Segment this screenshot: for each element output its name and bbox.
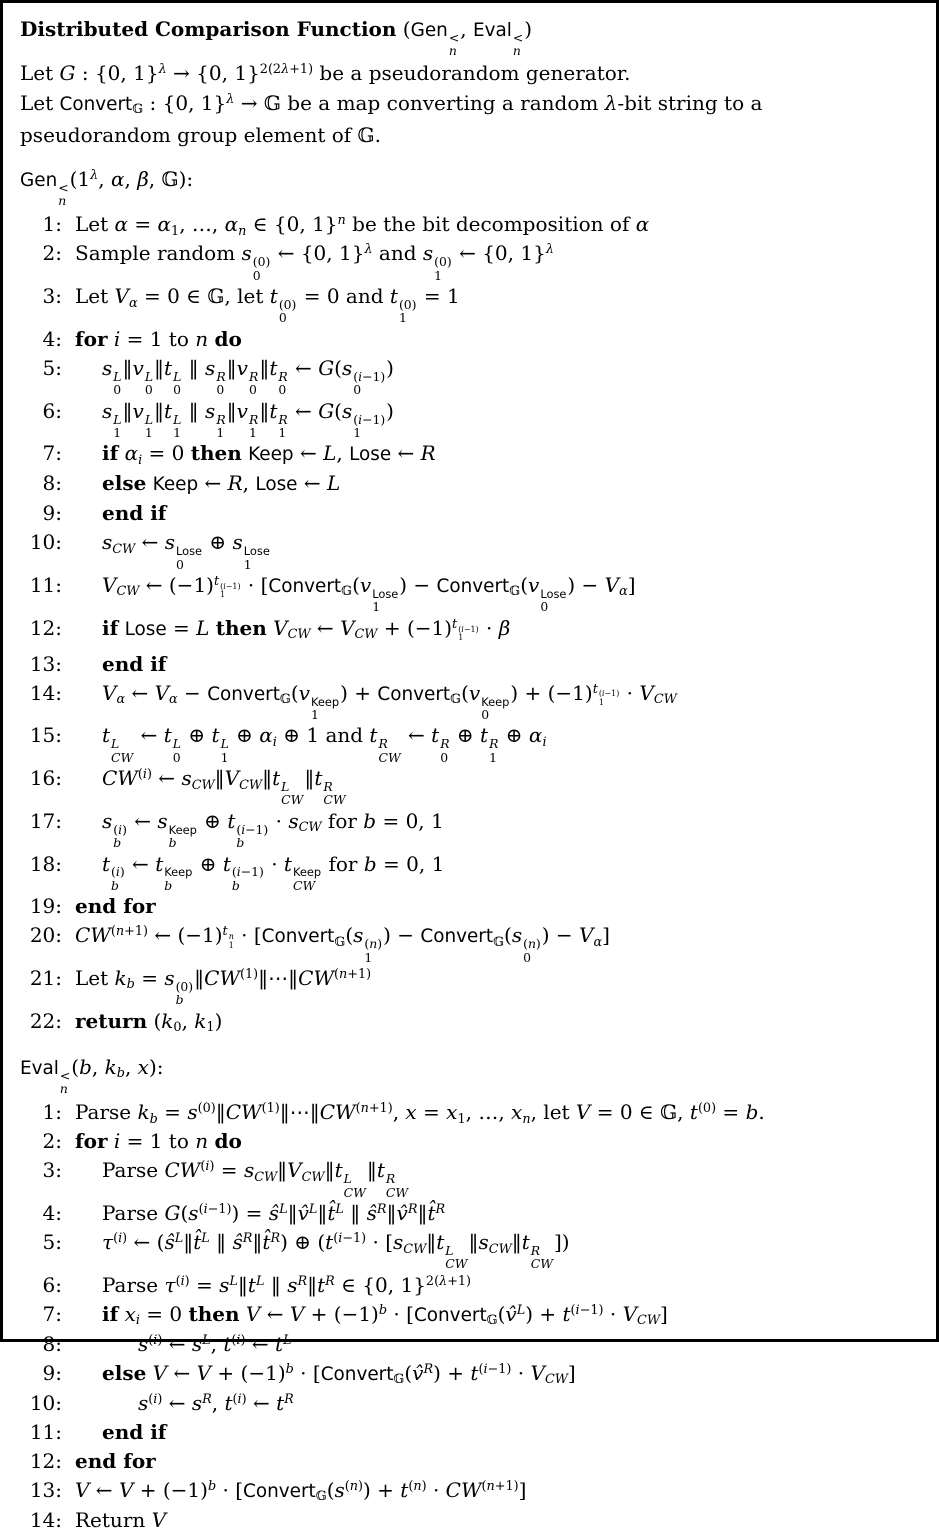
line-content: $\tau^{(i)}$ ← ($ŝ^L‖t̂^L$ ‖ $ŝ^R‖t̂^R$) ⊕ ($t^{(i-1)}$ · [$s_{CW}‖t$ L CW $‖s_{CW}‖t$ R CW ]) bbox=[102, 1230, 570, 1272]
gen-procedure bbox=[20, 164, 920, 1036]
line-number: 6: bbox=[42, 398, 62, 423]
line-number: 11: bbox=[29, 1419, 62, 1444]
line-number: 14: bbox=[29, 680, 62, 705]
line-number: 4: bbox=[42, 326, 62, 351]
code-line bbox=[20, 1007, 920, 1036]
line-number: 2: bbox=[42, 241, 62, 266]
line-number: 12: bbox=[29, 1448, 62, 1473]
code-line bbox=[20, 721, 920, 764]
line-content: $s_{CW}$ ← s Lose 0 ⊕ s Lose 1 bbox=[102, 530, 270, 572]
code-line bbox=[20, 807, 920, 850]
line-content: t (i) b ← t Keep b ⊕ t (i−1) b · t Keep CW for b = 0, 1 bbox=[102, 851, 445, 893]
line-number: 7: bbox=[42, 441, 62, 466]
line-number: 12: bbox=[29, 615, 62, 640]
line-content: s (i) b ← s Keep b ⊕ t (i−1) b · $s_{CW}$ for b = 0, 1 bbox=[102, 808, 444, 851]
code-line bbox=[20, 1156, 920, 1199]
line-number: 5: bbox=[42, 355, 62, 380]
line-number: 7: bbox=[42, 1301, 62, 1326]
code-line bbox=[20, 921, 920, 964]
code-line bbox=[20, 1418, 920, 1447]
figure-title: Distributed Comparison Function (Gen < n , Eval < n ) bbox=[20, 17, 533, 59]
code-line bbox=[20, 439, 920, 469]
code-line bbox=[20, 1127, 920, 1156]
line-content: Parse $G(s^{(i-1)})$ = $ŝ^L‖v̂^L‖t̂^L$ ‖ $ŝ^R‖v̂^R‖t̂^R$ bbox=[102, 1201, 446, 1226]
code-line bbox=[20, 1506, 920, 1535]
line-number: 3: bbox=[42, 1158, 62, 1183]
line-content: end for bbox=[75, 1448, 156, 1473]
line-content: CW$^{(i)}$ ← $s_{CW}‖V_{CW}‖t$ L CW ‖t R CW bbox=[102, 766, 346, 808]
line-content: $s^{(i)}$ ← $s^R$, $t^{(i)}$ ← $t^R$ bbox=[138, 1390, 294, 1415]
code-line bbox=[20, 614, 920, 650]
line-content: return ($k_0$, $k_1$) bbox=[75, 1008, 223, 1036]
line-content: for i = 1 to n do bbox=[75, 1129, 242, 1154]
code-line bbox=[20, 354, 920, 397]
line-content: end if bbox=[102, 651, 167, 676]
code-line bbox=[20, 239, 920, 282]
code-line bbox=[20, 650, 920, 679]
code-line bbox=[20, 1359, 920, 1389]
code-line bbox=[20, 528, 920, 571]
line-number: 1: bbox=[42, 1100, 62, 1125]
line-number: 14: bbox=[29, 1507, 62, 1532]
line-content: s L 1 ‖v L 1 ‖t L 1 ‖ s R 1 ‖v R 1 ‖t R 1 ← G(s (i−1) 1 ) bbox=[102, 398, 394, 440]
preamble-line-2: Let Convert$_𝔾$ : {0, 1}$^\lambda$ → 𝔾 be a map converting a random λ-bit string to a bbox=[20, 90, 763, 118]
line-number: 8: bbox=[42, 1331, 62, 1356]
line-content: for i = 1 to n do bbox=[75, 326, 242, 351]
line-number: 1: bbox=[42, 212, 62, 237]
code-line bbox=[20, 1098, 920, 1127]
line-number: 8: bbox=[42, 471, 62, 496]
code-line bbox=[20, 397, 920, 440]
line-number: 19: bbox=[29, 894, 62, 919]
line-number: 17: bbox=[29, 808, 62, 833]
line-content: end if bbox=[102, 501, 167, 526]
eval-procedure bbox=[20, 1052, 920, 1535]
line-content: $CW^{(n+1)}$ ← $(-1)^{t n 1}$ · [Convert$_𝔾$(s (n) 1 ) − Convert$_𝔾$(s (n) 0 ) − $V_\alpha$] bbox=[75, 923, 610, 965]
line-content: end for bbox=[75, 894, 156, 919]
line-content: V ← $V + (-1)^b$ · $[Convert_𝔾(s^{(n)}) + t^{(n)} \cdot CW^{(n+1)}]$ bbox=[75, 1477, 527, 1505]
line-content: if $x_i = 0$ then V ← $V + (-1)^b$ · [Convert$_𝔾$(v̂$^L$) + $t^{(i-1)} \cdot V_{CW}$] bbox=[102, 1301, 668, 1329]
code-line bbox=[20, 679, 920, 722]
code-line bbox=[20, 1271, 920, 1300]
line-number: 15: bbox=[29, 723, 62, 748]
eval-procedure-header: Eval < n (b, $k_b$, x): bbox=[20, 1054, 164, 1097]
code-line bbox=[20, 1300, 920, 1330]
line-content: if $\alpha_i = 0$ then Keep ← L, Lose ← R bbox=[102, 441, 436, 468]
code-line bbox=[20, 469, 920, 499]
code-line bbox=[20, 1330, 920, 1359]
line-content: Let $V_\alpha = 0$ ∈ 𝔾, let t (0) 0 = 0 and t (0) 1 = 1 bbox=[75, 284, 460, 326]
line-content: Parse $CW^{(i)}$ = $s_{CW}‖V_{CW}‖t$ L CW ‖t R CW bbox=[102, 1158, 409, 1200]
line-content: t L CW ← t L 0 ⊕ t L 1 ⊕ $\alpha_i$ ⊕ 1 and t R CW ← t R 0 ⊕ t R 1 ⊕ $\alpha_i$ bbox=[102, 723, 547, 765]
line-content: Let $k_b = s$ (0) b $‖CW^{(1)}‖\cdots‖CW^{(n+1)}$ bbox=[75, 965, 372, 1008]
code-line bbox=[20, 764, 920, 807]
line-content: $V_\alpha$ ← $V_\alpha$ − Convert$_𝔾$(v Keep 1 ) + Convert$_𝔾$(v Keep 0 ) + $(-1)^{t (i-1) 1}$ · $V_{CW}$ bbox=[102, 680, 677, 722]
line-content: else Keep ← R, Lose ← L bbox=[102, 471, 341, 496]
code-line bbox=[20, 325, 920, 354]
line-number: 9: bbox=[42, 501, 62, 526]
gen-code-lines bbox=[20, 210, 920, 1035]
line-content: Parse $\tau^{(i)}$ = $s^L‖t^L$ ‖ $s^R‖t^R$ ∈ {0, 1}$^{2(\lambda+1)}$ bbox=[102, 1272, 472, 1297]
code-line bbox=[20, 1199, 920, 1228]
line-number: 22: bbox=[29, 1008, 62, 1033]
code-line bbox=[20, 499, 920, 528]
code-line bbox=[20, 1389, 920, 1418]
code-line bbox=[20, 1476, 920, 1506]
line-number: 21: bbox=[29, 965, 62, 990]
code-line bbox=[20, 964, 920, 1007]
preamble-line-3: pseudorandom group element of 𝔾. bbox=[20, 122, 381, 147]
line-number: 13: bbox=[29, 1477, 62, 1502]
line-content: Parse $k_b$ = $s^{(0)}‖CW^{(1)}‖\cdots‖CW^{(n+1)}$, $x = x_1$, …, $x_n$, let V = 0 ∈ 𝔾, $t^{(0)} = b$. bbox=[75, 1100, 765, 1127]
code-line bbox=[20, 892, 920, 921]
gen-procedure-header: Gen < n ($1^\lambda$, α, β, 𝔾): bbox=[20, 166, 194, 209]
line-number: 2: bbox=[42, 1129, 62, 1154]
preamble bbox=[20, 13, 920, 150]
line-content: s L 0 ‖v L 0 ‖t L 0 ‖ s R 0 ‖v R 0 ‖t R 0 ← G(s (i−1) 0 ) bbox=[102, 355, 394, 398]
line-number: 10: bbox=[29, 1390, 62, 1415]
line-content: Sample random s (0) 0 ← {0, 1}$^\lambda$ and s (0) 1 ← {0, 1}$^\lambda$ bbox=[75, 241, 554, 283]
line-content: Let $\alpha = \alpha_1$, …, $\alpha_n$ ∈ {0, 1}$^n$ be the bit decomposition of α bbox=[75, 212, 650, 239]
code-line bbox=[20, 850, 920, 893]
line-content: end if bbox=[102, 1419, 167, 1444]
line-number: 10: bbox=[29, 530, 62, 555]
code-line bbox=[20, 210, 920, 239]
line-content: if Lose = L then $V_{CW}$ ← $V_{CW} + (-1)^{t (i-1) 1}$ · β bbox=[102, 615, 511, 643]
line-content: $V_{CW}$ ← $(-1)^{t (i-1) 1}$ · [Convert$_𝔾$(v Lose 1 ) − Convert$_𝔾$(v Lose 0 ) − $V_\alpha$] bbox=[102, 573, 636, 615]
eval-code-lines bbox=[20, 1098, 920, 1534]
line-number: 3: bbox=[42, 284, 62, 309]
line-number: 6: bbox=[42, 1272, 62, 1297]
line-number: 11: bbox=[29, 573, 62, 598]
code-line bbox=[20, 1228, 920, 1271]
line-number: 18: bbox=[29, 851, 62, 876]
preamble-line-1: Let G : {0, 1}$^\lambda$ → {0, 1}$^{2(2\lambda+1)}$ be a pseudorandom generator. bbox=[20, 60, 631, 85]
line-content: $s^{(i)}$ ← $s^L$, $t^{(i)}$ ← $t^L$ bbox=[138, 1331, 292, 1356]
line-number: 5: bbox=[42, 1230, 62, 1255]
line-number: 16: bbox=[29, 766, 62, 791]
line-number: 13: bbox=[29, 651, 62, 676]
line-content: Return V bbox=[75, 1507, 167, 1532]
line-number: 20: bbox=[29, 923, 62, 948]
line-number: 4: bbox=[42, 1201, 62, 1226]
code-line bbox=[20, 571, 920, 614]
line-content: else V ← $V + (-1)^b$ · [Convert$_𝔾$(v̂$^R$) + $t^{(i-1)} \cdot V_{CW}$] bbox=[102, 1360, 576, 1388]
code-line bbox=[20, 282, 920, 325]
code-line bbox=[20, 1447, 920, 1476]
line-number: 9: bbox=[42, 1360, 62, 1385]
